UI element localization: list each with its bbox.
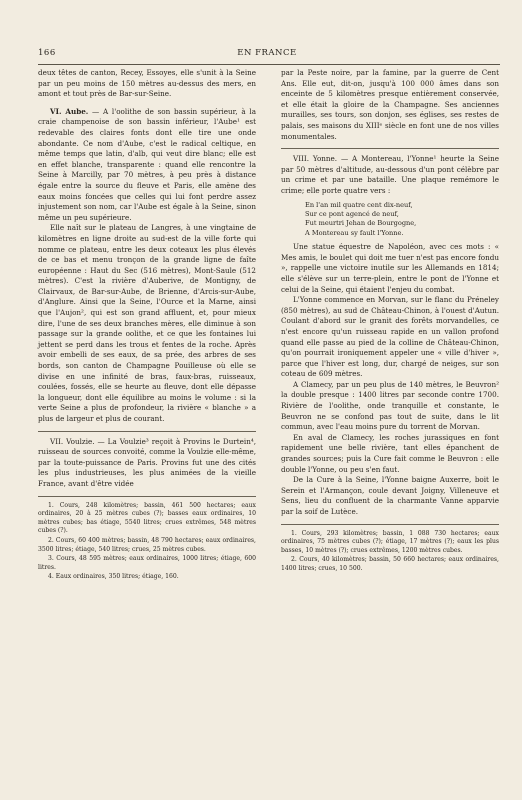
right-column xyxy=(281,68,499,575)
yonne-paragraph-1 xyxy=(281,154,499,196)
voulzie-paragraph-1 xyxy=(38,437,256,490)
yonne-paragraph-4: A Clamecy, par un peu plus de 140 mètres, le Beuvron² la double presque : 1400 litres par seconde contre 1700. Rivière de l'oolithe, onde tranquille et constante, le Beuvron ne se confond pas tout de suite, dans le lit commun, avec l'eau moins pure du torrent de Morvan. xyxy=(281,379,499,432)
section-voulzie xyxy=(38,437,256,490)
aube-paragraph-2: Elle naît sur le plateau de Langres, à une vingtaine de kilomètres en ligne droite au sud-est de la ville forte qui nomme ce plateau, entre les deux coteaux les plus élevés de ce bas et menu tronçon de la grande ligne de faîte européenne : Haut du Sec (516 mètres), Mont-Saule (512 mètres). C'est la rivière d'Auberive, de Montigny, de Clairvaux, de Bar-sur-Aube, de Brienne, d'Arcis-sur-Aube, d'Anglure. Ainsi que la Seine, l'Ource et la Marne, ainsi que l'Aujon², qui est son grand affluent, et, pour mieux dire, l'une de ses deux branches mères, elle diminue à son passage sur la grande oolithe, et ce que les fontaines lui jettent se perd dans les trous et fentes de la roche. Après avoir embelli de ses eaux, de sa prée, des arbres de ses bords, son canton de Champagne Pouilleuse où elle se divise en une infinité de bras, faux-bras, ruisseaux, coulées, fossés, elle se heurte au fleuve, dont elle dépasse la longueur, dont elle équilibre au moins le volume : si la verte Seine a plus de profondeur, la rivière « blanche » a plus de largeur et plus de courant. xyxy=(38,223,256,423)
yonne-paragraph-3: L'Yonne commence en Morvan, sur le flanc du Préneley (850 mètres), au sud de Château-Chinon, à l'ouest d'Autun. Coulant d'abord sur le granit des forêts morvandelles, ce n'est encore qu'un ruisseau rapide en un vallon profond quand elle passe au pied de la colline de Château-Chinon, qu'on pourrait ironiquement appeler une « ville d'hiver », parce que l'hiver est long, dur, chargé de neiges, sur son coteau de 609 mètres. xyxy=(281,295,499,379)
section-separator xyxy=(281,148,499,149)
verse-line: Fut meurtri Jehan de Bourgogne, xyxy=(305,219,417,228)
page-header xyxy=(38,48,496,62)
footnote: 2. Cours, 40 kilomètres; bassin, 50 660 hectares; eaux ordinaires, 1400 litres; crues, 10 500. xyxy=(281,556,499,572)
right-intro-paragraph: par la Peste noire, par la famine, par la guerre de Cent Ans. Elle eut, dit-on, jusqu'à 100 000 âmes dans son enceinte de 5 kilomètres presque entièrement conservée, et elle était la gloire de la Champagne. Ses anciennes murailles, ses tours, son donjon, ses églises, ses restes de palais, ses maisons du XIIIᵉ siècle en font une de nos villes monumentales. xyxy=(281,68,499,141)
footnote-separator xyxy=(281,524,499,525)
footnote: 4. Eaux ordinaires, 350 litres; étiage, 160. xyxy=(48,573,179,581)
running-title: EN FRANCE xyxy=(237,48,297,58)
yonne-text-1: — A Montereau, l'Yonne¹ heurte la Seine par 50 mètres d'altitude, au-dessous d'un pont célèbre par un crime et par une bataille. Une plaque remémore le crime; elle porte quatre vers : xyxy=(281,154,499,195)
footnote: 1. Cours, 248 kilomètres; bassin, 461 500 hectares; eaux ordinaires, 20 à 25 mètres cubes (?); basses eaux ordinaires, 10 mètres cubes; bas étiage, 5540 litres; crues extrêmes, 548 mètres cubes (?). xyxy=(38,501,256,535)
yonne-paragraph-5: En aval de Clamecy, les roches jurassiques en font rapidement une belle rivière, tant elles épanchent de grandes sources; puis la Cure fait comme le Beuvron : elle double l'Yonne, ou peu s'en faut. xyxy=(281,432,499,474)
section-yonne xyxy=(281,154,499,517)
left-intro-paragraph: deux têtes de canton, Recey, Essoyes, elle s'unit à la Seine par un peu moins de 150 mètres au-dessus des mers, en amont et tout près de Bar-sur-Seine. xyxy=(38,68,256,99)
yonne-paragraph-2: Une statue équestre de Napoléon, avec ces mots : « Mes amis, le boulet qui doit me tuer n'est pas encore fondu », rappelle une victoire inutile sur les Allemands en 1814; elle s'élève sur un terre-plein, entre le pont de l'Yonne et celui de la Seine, qui étaient l'enjeu du combat. xyxy=(281,242,499,294)
right-footnotes xyxy=(281,530,499,574)
inscription-verse xyxy=(305,201,499,239)
aube-text-1: — A l'oolithe de son bassin supérieur, à la craie champenoise de son bassin inférieur, l'Aube¹ est redevable des claires fonts dont elle tire une onde abondante. Ce nom d'Aube, c'est le radical celtique, en même temps que latin, d'alb, qui veut dire blanc; elle est en effet blanche, transparente : quand elle rencontre la Seine à Marcilly, par 70 mètres, à peu près à distance égale entre la source du fleuve et Paris, elle amène des eaux moins foncées que celles qui lui font perdre assez injustement son nom, car l'Aube est égale à la Seine, sinon même un peu supérieure. xyxy=(38,106,256,222)
header-rule xyxy=(38,64,500,65)
aube-heading: VI. Aube. xyxy=(50,106,89,116)
verse-line: En l'an mil quatre cent dix-neuf, xyxy=(305,200,413,209)
left-footnotes xyxy=(38,502,256,582)
voulzie-text-1: — La Voulzie³ reçoit à Provins le Durtein⁴, ruisseau de sources convoité, comme la Voulzie elle-même, par la toute-puissance de Paris. Provins fut une des cités les plus industrieuses, les plus animées de la vieille France, avant d'être vidée xyxy=(38,436,256,488)
footnote: 1. Cours, 293 kilomètres; bassin, 1 088 730 hectares; eaux ordinaires, 75 mètres cubes (?); étiage, 17 mètres (?); eaux les plus basses, 10 mètres (?); crues extrêmes, 1200 mètres cubes. xyxy=(281,529,499,554)
section-aube xyxy=(38,107,256,425)
footnote: 2. Cours, 60 400 mètres; bassin, 48 790 hectares; eaux ordinaires, 3500 litres; étiage, 540 litres; crues, 25 mètres cubes. xyxy=(38,536,256,553)
aube-paragraph-1 xyxy=(38,107,256,224)
page-number: 166 xyxy=(38,48,56,58)
yonne-paragraph-6: De la Cure à la Seine, l'Yonne baigne Auxerre, boit le Serein et l'Armançon, coule devant Joigny, Villeneuve et Sens, lieu du confluent de la charmante Vanne apparvie par la soif de Lutèce. xyxy=(281,475,499,516)
left-column xyxy=(38,68,256,583)
footnote-separator xyxy=(38,496,256,497)
yonne-heading: VIII. Yonne. xyxy=(293,154,338,164)
verse-line: A Montereau sy fault l'Yonne. xyxy=(305,228,404,237)
section-separator xyxy=(38,431,256,432)
footnote: 3. Cours, 48 595 mètres; eaux ordinaires, 1000 litres; étiage, 600 litres. xyxy=(38,555,256,571)
verse-line: Sur ce pont agencé de neuf, xyxy=(305,209,399,218)
voulzie-heading: VII. Voulzie. xyxy=(50,436,95,446)
